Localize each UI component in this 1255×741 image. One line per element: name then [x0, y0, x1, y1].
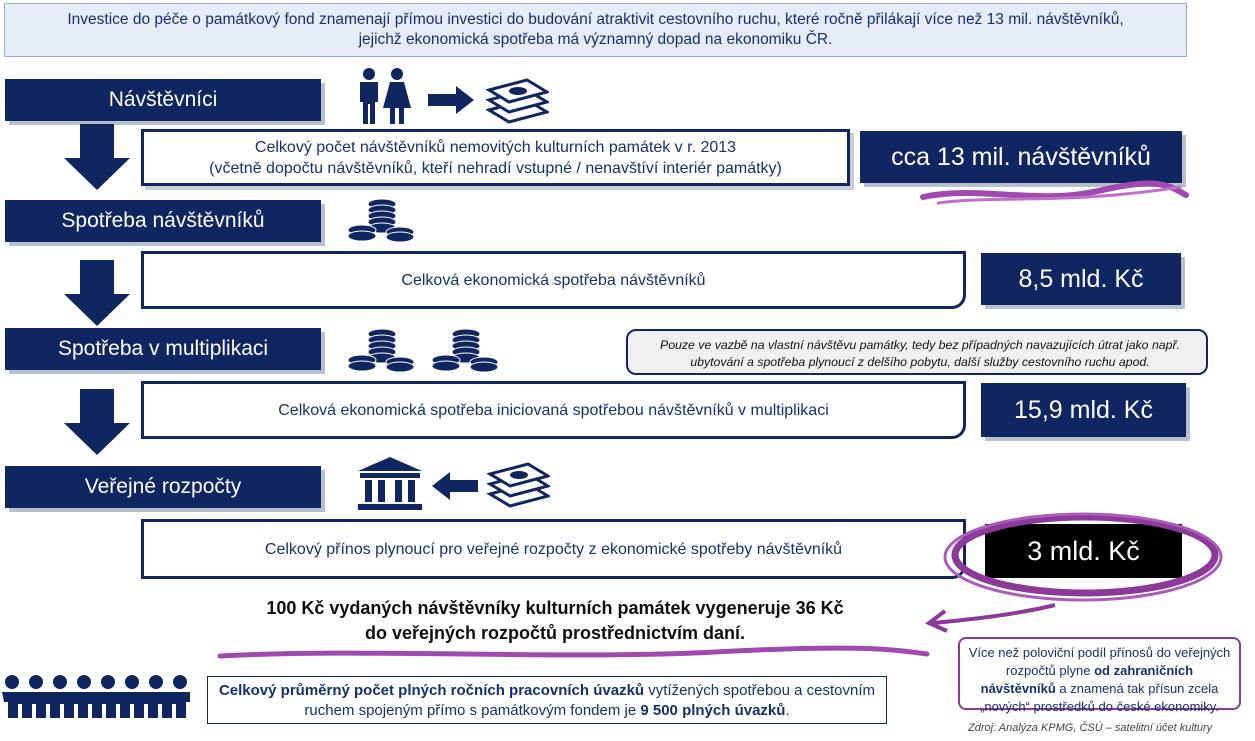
label-multiplier-text: Spotřeba v multiplikaci	[57, 337, 269, 360]
label-visitors	[5, 79, 321, 121]
value-consumption	[981, 253, 1181, 305]
label-budgets-text: Veřejné rozpočty	[84, 475, 242, 498]
jobs-text1: vytížených spotřebou a cestovním ruchem spojeným přímo s památkovým fondem je	[304, 682, 876, 719]
note-text: Pouze ve vazbě na vlastní návštěvu památky, tedy bez případných navazujících útrat jako např. ubytování a spotřeba plynoucí z delšího pobytu, další služby cestovního ruchu apod.	[660, 338, 1180, 369]
desc-multiplier-text: Celková ekonomická spotřeba iniciovaná spotřebou návštěvníků v multiplikaci	[278, 401, 829, 419]
purple-note-bold: od zahraničních návštěvníků	[980, 663, 1194, 696]
foreign-visitors-note	[958, 637, 1241, 714]
value-visitors-text: cca 13 mil. návštěvníků	[891, 142, 1151, 171]
desc-visitors-line1: Celkový počet návštěvníků nemovitých kulturních památek v r. 2013	[254, 138, 737, 156]
statement-underline	[215, 640, 935, 666]
arrow-left-icon	[432, 472, 478, 500]
coins-icon	[344, 196, 416, 242]
label-consumption	[5, 200, 321, 242]
highlight-circle	[925, 505, 1225, 635]
crowd-icon	[0, 672, 190, 722]
source-text: Zdroj: Analýza KPMG, ČSÚ – satelitní účet kultury	[968, 722, 1213, 734]
arrow-down-icon	[62, 122, 132, 192]
highlight-underline	[918, 175, 1193, 210]
banner-text: Investice do péče o památkový fond znamenají přímou investici do budování atraktivit cestovního ruchu, které ročně přilákají více než 13 mil. návštěvníků, jejichž ekonomická spotřeba má významný dopad na ekonomiku ČR.	[67, 11, 1124, 48]
government-building-icon	[356, 455, 424, 511]
desc-visitors	[141, 129, 850, 186]
value-multiplier-text: 15,9 mld. Kč	[1014, 395, 1153, 424]
statement-line2: do veřejných rozpočtů prostřednictvím daní.	[364, 623, 746, 643]
value-budgets-text: 3 mld. Kč	[1027, 535, 1140, 566]
coins-icon	[428, 326, 500, 372]
note-callout	[626, 329, 1208, 375]
label-visitors-text: Návštěvníci	[108, 88, 218, 111]
jobs-bold2: 9 500 plných úvazků	[640, 702, 786, 719]
purple-note-text2: a znamená tak přísun zcela „nových“ prostředků do české ekonomiky.	[980, 681, 1219, 714]
label-consumption-text: Spotřeba návštěvníků	[61, 209, 265, 232]
purple-note-text1: Více než poloviční podíl přínosů do veřejných rozpočtů plyne	[968, 645, 1231, 678]
desc-consumption-text: Celková ekonomická spotřeba návštěvníků	[401, 271, 706, 289]
label-multiplier	[5, 328, 321, 370]
top-banner	[4, 3, 1187, 57]
coins-icon	[344, 326, 416, 372]
arrow-right-icon	[428, 86, 474, 114]
arrow-down-icon	[62, 258, 132, 328]
desc-budgets-text: Celkový přínos plynoucí pro veřejné rozpočty z ekonomické spotřeby návštěvníků	[264, 540, 843, 558]
people-icon	[355, 66, 415, 126]
jobs-text2: .	[785, 702, 790, 719]
jobs-box	[207, 676, 887, 724]
money-stack-icon	[486, 456, 550, 508]
arrow-down-icon	[62, 387, 132, 457]
statement-line1: 100 Kč vydaných návštěvníky kulturních památek vygeneruje 36 Kč	[266, 598, 844, 618]
value-consumption-text: 8,5 mld. Kč	[1018, 264, 1144, 293]
statement	[160, 596, 950, 646]
source-note	[968, 722, 1212, 734]
desc-visitors-line2: (včetně dopočtu návštěvníků, kteří nehradí vstupné / nenavštíví interiér památky)	[209, 159, 782, 177]
desc-consumption	[141, 251, 966, 309]
label-budgets	[5, 466, 321, 508]
desc-budgets	[141, 519, 966, 579]
value-multiplier	[981, 383, 1186, 437]
money-stack-icon	[485, 72, 549, 124]
jobs-bold1: Celkový průměrný počet plných ročních pracovních úvazků	[218, 682, 645, 699]
desc-multiplier	[141, 381, 966, 439]
